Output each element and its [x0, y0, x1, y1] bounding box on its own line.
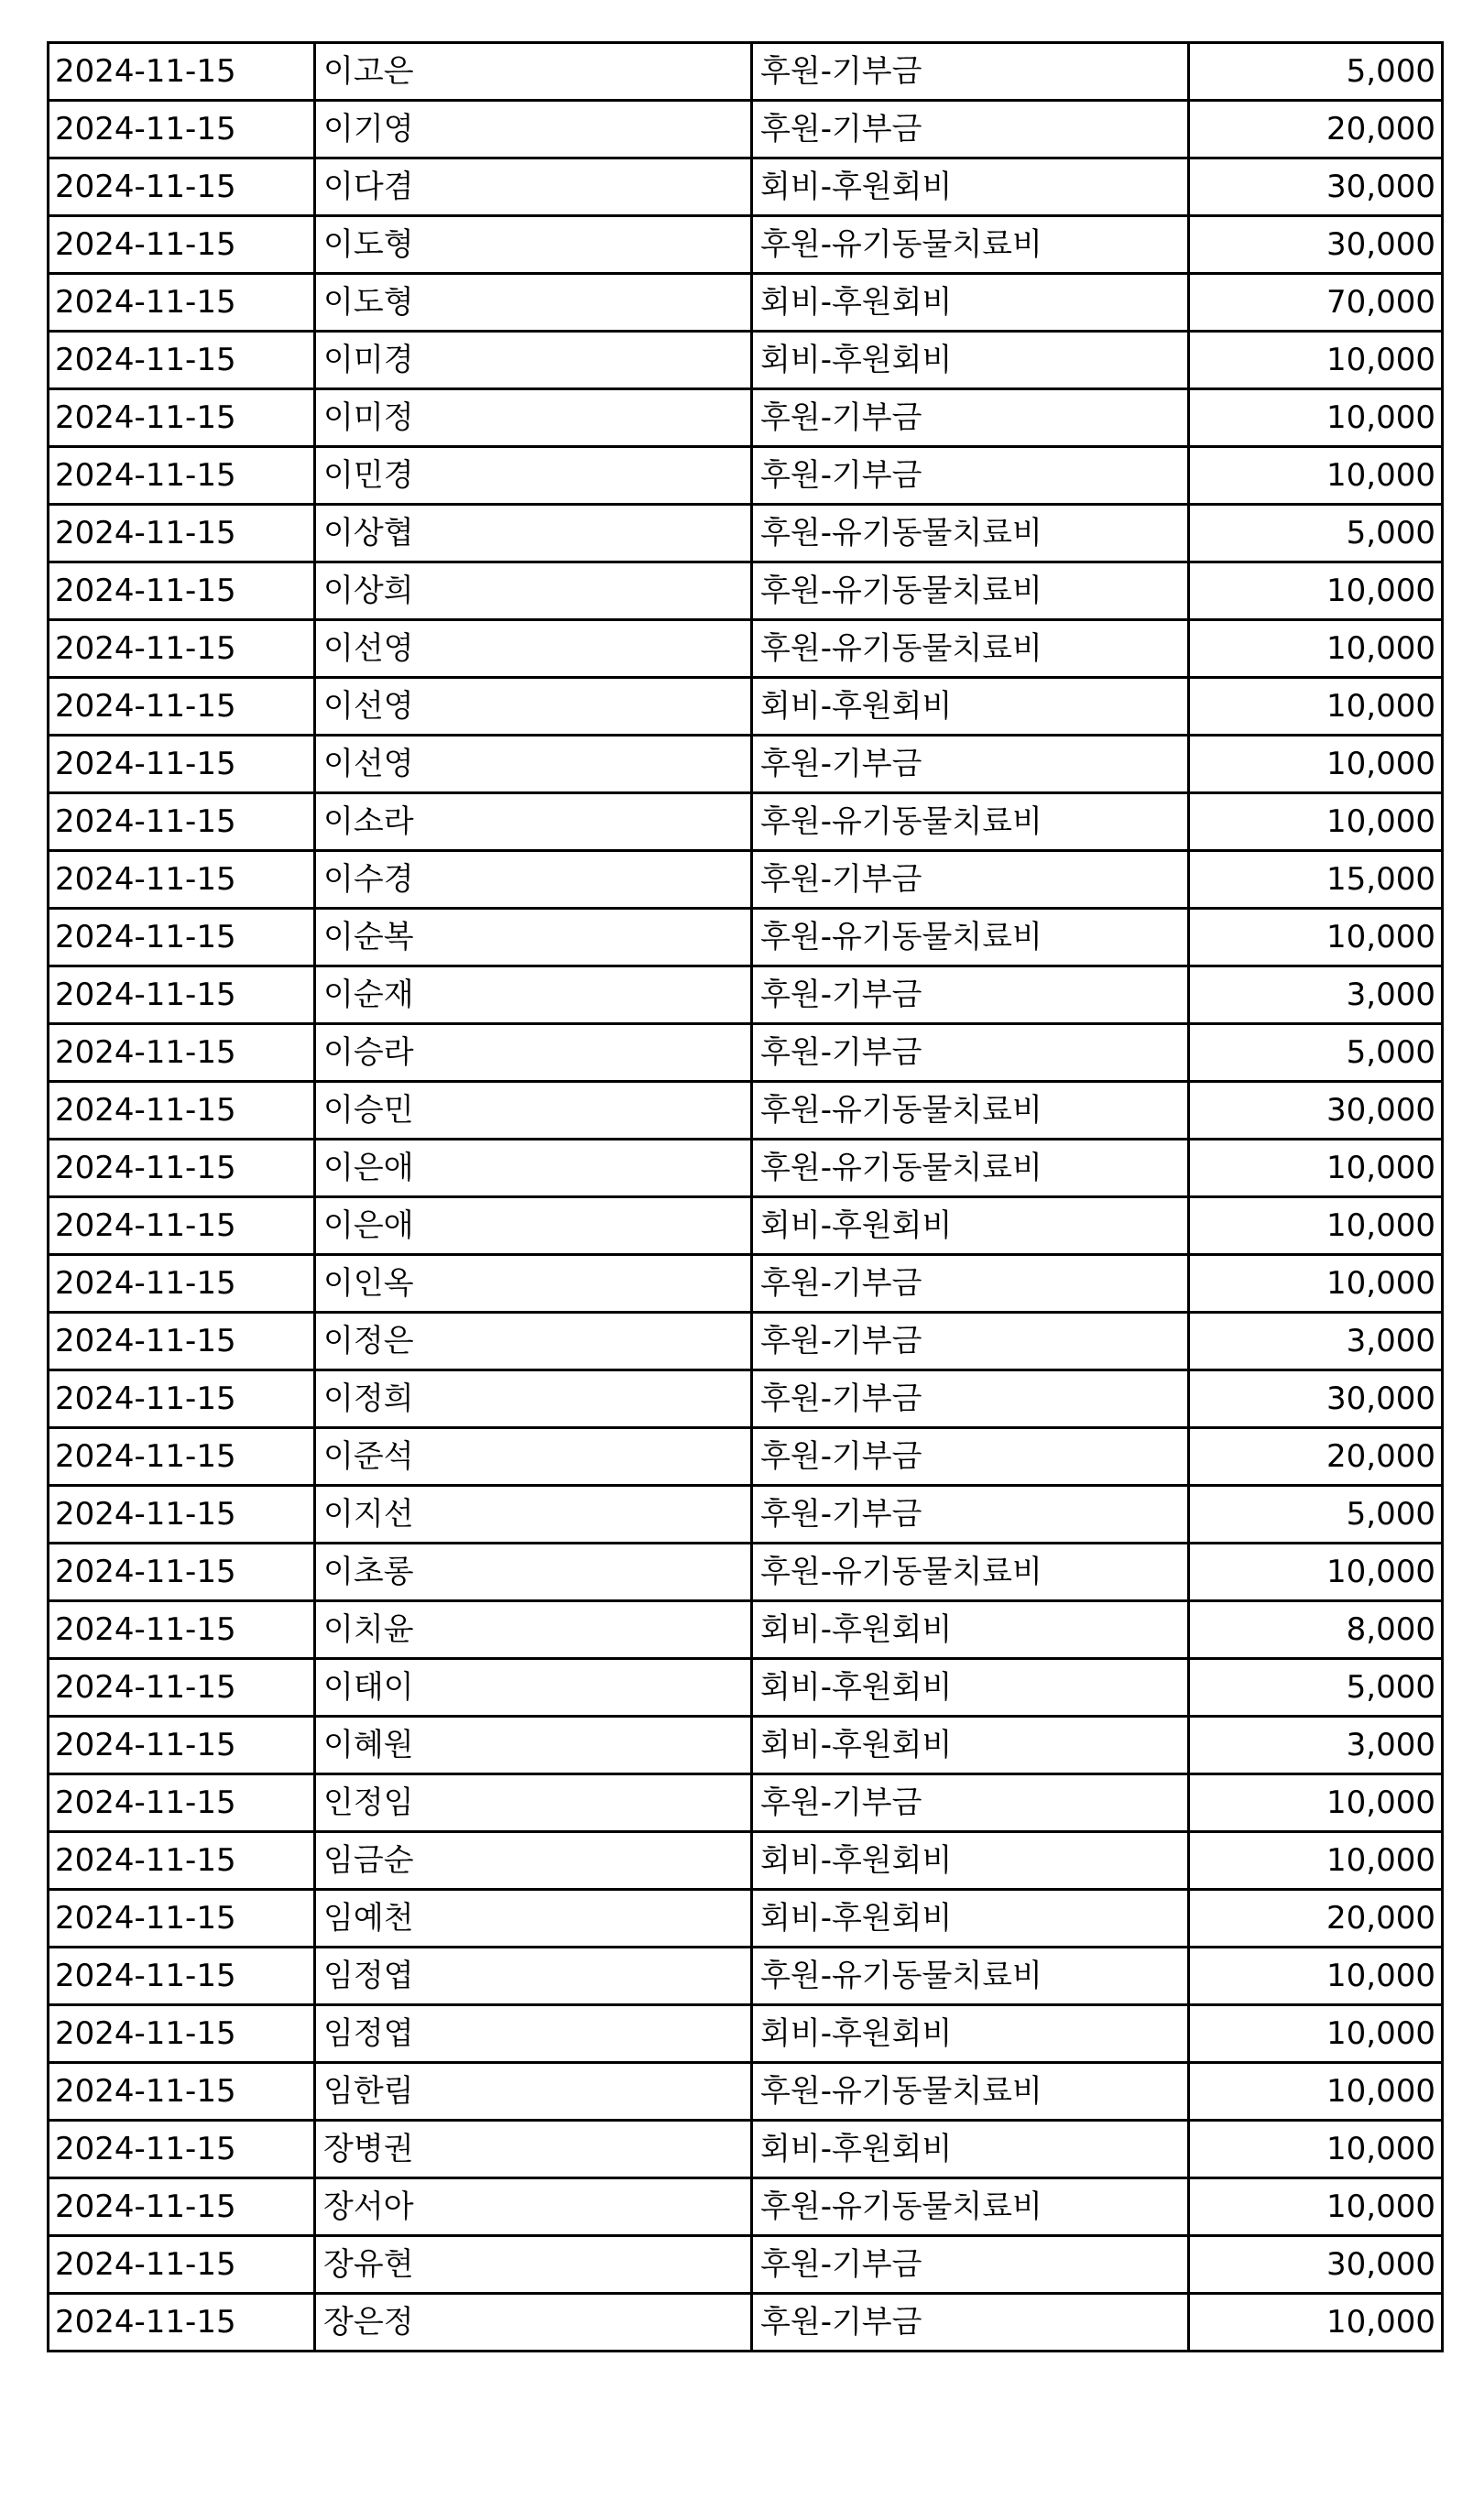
date-cell: 2024-11-15 [49, 2063, 315, 2121]
amount-cell: 5,000 [1189, 1486, 1443, 1544]
donor-name-cell: 이소라 [315, 793, 752, 851]
amount-cell: 5,000 [1189, 43, 1443, 101]
date-cell: 2024-11-15 [49, 1255, 315, 1313]
date-cell: 2024-11-15 [49, 1197, 315, 1255]
category-cell: 후원-기부금 [752, 2294, 1189, 2352]
donor-name-cell: 이지선 [315, 1486, 752, 1544]
donor-name-cell: 이은애 [315, 1197, 752, 1255]
table-row [49, 909, 1443, 966]
table-row [49, 332, 1443, 389]
table-row [49, 1659, 1443, 1717]
amount-cell: 30,000 [1189, 1370, 1443, 1428]
donor-name-cell: 이인옥 [315, 1255, 752, 1313]
donor-name-cell: 장서아 [315, 2178, 752, 2236]
date-cell: 2024-11-15 [49, 1948, 315, 2005]
table-row [49, 505, 1443, 562]
donor-name-cell: 이상협 [315, 505, 752, 562]
date-cell: 2024-11-15 [49, 2005, 315, 2063]
date-cell: 2024-11-15 [49, 793, 315, 851]
table-row [49, 389, 1443, 447]
donor-name-cell: 이순재 [315, 966, 752, 1024]
amount-cell: 10,000 [1189, 793, 1443, 851]
amount-cell: 8,000 [1189, 1601, 1443, 1659]
date-cell: 2024-11-15 [49, 1890, 315, 1948]
donor-name-cell: 이준석 [315, 1428, 752, 1486]
category-cell: 후원-유기동물치료비 [752, 1948, 1189, 2005]
amount-cell: 5,000 [1189, 1024, 1443, 1082]
category-cell: 후원-유기동물치료비 [752, 505, 1189, 562]
category-cell: 후원-기부금 [752, 1428, 1189, 1486]
date-cell: 2024-11-15 [49, 562, 315, 620]
category-cell: 회비-후원회비 [752, 332, 1189, 389]
donor-name-cell: 임정엽 [315, 1948, 752, 2005]
category-cell: 후원-유기동물치료비 [752, 793, 1189, 851]
date-cell: 2024-11-15 [49, 1428, 315, 1486]
date-cell: 2024-11-15 [49, 1544, 315, 1601]
category-cell: 후원-유기동물치료비 [752, 620, 1189, 678]
amount-cell: 10,000 [1189, 736, 1443, 793]
table-row [49, 1313, 1443, 1370]
donor-name-cell: 장은정 [315, 2294, 752, 2352]
table-row [49, 1024, 1443, 1082]
amount-cell: 10,000 [1189, 1197, 1443, 1255]
donor-name-cell: 임정엽 [315, 2005, 752, 2063]
table-row [49, 2178, 1443, 2236]
table-row [49, 1774, 1443, 1832]
category-cell: 회비-후원회비 [752, 158, 1189, 216]
amount-cell: 10,000 [1189, 678, 1443, 736]
category-cell: 회비-후원회비 [752, 1197, 1189, 1255]
category-cell: 회비-후원회비 [752, 2121, 1189, 2178]
amount-cell: 5,000 [1189, 505, 1443, 562]
date-cell: 2024-11-15 [49, 966, 315, 1024]
table-row [49, 1255, 1443, 1313]
amount-cell: 20,000 [1189, 1428, 1443, 1486]
table-row [49, 2236, 1443, 2294]
table-row [49, 2121, 1443, 2178]
amount-cell: 10,000 [1189, 909, 1443, 966]
category-cell: 후원-기부금 [752, 1024, 1189, 1082]
date-cell: 2024-11-15 [49, 678, 315, 736]
date-cell: 2024-11-15 [49, 1082, 315, 1140]
table-row [49, 678, 1443, 736]
donor-name-cell: 이정은 [315, 1313, 752, 1370]
amount-cell: 10,000 [1189, 389, 1443, 447]
category-cell: 후원-유기동물치료비 [752, 2063, 1189, 2121]
amount-cell: 10,000 [1189, 1140, 1443, 1197]
category-cell: 회비-후원회비 [752, 1659, 1189, 1717]
category-cell: 후원-기부금 [752, 736, 1189, 793]
donor-name-cell: 이혜원 [315, 1717, 752, 1774]
donor-name-cell: 이승라 [315, 1024, 752, 1082]
donor-name-cell: 이태이 [315, 1659, 752, 1717]
category-cell: 후원-기부금 [752, 1370, 1189, 1428]
table-row [49, 2005, 1443, 2063]
category-cell: 후원-유기동물치료비 [752, 562, 1189, 620]
amount-cell: 20,000 [1189, 101, 1443, 158]
category-cell: 후원-유기동물치료비 [752, 216, 1189, 274]
table-row [49, 274, 1443, 332]
amount-cell: 10,000 [1189, 2121, 1443, 2178]
date-cell: 2024-11-15 [49, 43, 315, 101]
table-row [49, 216, 1443, 274]
amount-cell: 10,000 [1189, 1832, 1443, 1890]
donor-name-cell: 이정희 [315, 1370, 752, 1428]
table-row [49, 1717, 1443, 1774]
category-cell: 후원-유기동물치료비 [752, 1544, 1189, 1601]
category-cell: 후원-기부금 [752, 1486, 1189, 1544]
amount-cell: 5,000 [1189, 1659, 1443, 1717]
amount-cell: 70,000 [1189, 274, 1443, 332]
date-cell: 2024-11-15 [49, 505, 315, 562]
donor-name-cell: 이승민 [315, 1082, 752, 1140]
amount-cell: 10,000 [1189, 2005, 1443, 2063]
table-row [49, 2294, 1443, 2352]
date-cell: 2024-11-15 [49, 1313, 315, 1370]
date-cell: 2024-11-15 [49, 1024, 315, 1082]
donor-name-cell: 이미경 [315, 332, 752, 389]
date-cell: 2024-11-15 [49, 101, 315, 158]
donor-name-cell: 임예천 [315, 1890, 752, 1948]
date-cell: 2024-11-15 [49, 851, 315, 909]
donor-name-cell: 임한림 [315, 2063, 752, 2121]
amount-cell: 10,000 [1189, 447, 1443, 505]
date-cell: 2024-11-15 [49, 1486, 315, 1544]
amount-cell: 10,000 [1189, 1255, 1443, 1313]
category-cell: 후원-기부금 [752, 101, 1189, 158]
date-cell: 2024-11-15 [49, 332, 315, 389]
donor-name-cell: 이초롱 [315, 1544, 752, 1601]
category-cell: 회비-후원회비 [752, 274, 1189, 332]
date-cell: 2024-11-15 [49, 620, 315, 678]
category-cell: 후원-기부금 [752, 966, 1189, 1024]
donor-name-cell: 이다겸 [315, 158, 752, 216]
table-row [49, 1948, 1443, 2005]
category-cell: 후원-유기동물치료비 [752, 1082, 1189, 1140]
donor-name-cell: 인정임 [315, 1774, 752, 1832]
date-cell: 2024-11-15 [49, 2294, 315, 2352]
donor-name-cell: 이고은 [315, 43, 752, 101]
table-row [49, 43, 1443, 101]
date-cell: 2024-11-15 [49, 1774, 315, 1832]
amount-cell: 10,000 [1189, 332, 1443, 389]
donor-name-cell: 이선영 [315, 736, 752, 793]
category-cell: 후원-유기동물치료비 [752, 2178, 1189, 2236]
category-cell: 후원-기부금 [752, 1313, 1189, 1370]
table-row [49, 620, 1443, 678]
date-cell: 2024-11-15 [49, 1659, 315, 1717]
category-cell: 후원-기부금 [752, 43, 1189, 101]
table-row [49, 851, 1443, 909]
amount-cell: 3,000 [1189, 1717, 1443, 1774]
date-cell: 2024-11-15 [49, 1717, 315, 1774]
table-row [49, 1082, 1443, 1140]
amount-cell: 30,000 [1189, 216, 1443, 274]
date-cell: 2024-11-15 [49, 158, 315, 216]
category-cell: 후원-기부금 [752, 1774, 1189, 1832]
table-row [49, 966, 1443, 1024]
donor-name-cell: 이도형 [315, 274, 752, 332]
table-row [49, 1890, 1443, 1948]
amount-cell: 10,000 [1189, 2178, 1443, 2236]
table-row [49, 1832, 1443, 1890]
donor-name-cell: 장병권 [315, 2121, 752, 2178]
amount-cell: 10,000 [1189, 2063, 1443, 2121]
amount-cell: 10,000 [1189, 1948, 1443, 2005]
ledger-body [49, 43, 1443, 2352]
category-cell: 회비-후원회비 [752, 1717, 1189, 1774]
donor-name-cell: 이민경 [315, 447, 752, 505]
date-cell: 2024-11-15 [49, 447, 315, 505]
table-row [49, 1486, 1443, 1544]
date-cell: 2024-11-15 [49, 2178, 315, 2236]
date-cell: 2024-11-15 [49, 389, 315, 447]
table-row [49, 447, 1443, 505]
category-cell: 회비-후원회비 [752, 2005, 1189, 2063]
amount-cell: 10,000 [1189, 2294, 1443, 2352]
date-cell: 2024-11-15 [49, 2236, 315, 2294]
category-cell: 후원-기부금 [752, 1255, 1189, 1313]
table-row [49, 1544, 1443, 1601]
table-row [49, 1428, 1443, 1486]
amount-cell: 10,000 [1189, 1544, 1443, 1601]
amount-cell: 10,000 [1189, 1774, 1443, 1832]
category-cell: 회비-후원회비 [752, 1832, 1189, 1890]
category-cell: 후원-유기동물치료비 [752, 909, 1189, 966]
amount-cell: 10,000 [1189, 620, 1443, 678]
category-cell: 회비-후원회비 [752, 678, 1189, 736]
table-row [49, 2063, 1443, 2121]
table-row [49, 562, 1443, 620]
donor-name-cell: 장유현 [315, 2236, 752, 2294]
donor-name-cell: 이치윤 [315, 1601, 752, 1659]
category-cell: 후원-기부금 [752, 851, 1189, 909]
date-cell: 2024-11-15 [49, 1601, 315, 1659]
donor-name-cell: 이순복 [315, 909, 752, 966]
table-row [49, 1601, 1443, 1659]
amount-cell: 30,000 [1189, 2236, 1443, 2294]
donor-name-cell: 이도형 [315, 216, 752, 274]
amount-cell: 3,000 [1189, 1313, 1443, 1370]
table-row [49, 736, 1443, 793]
donor-name-cell: 이선영 [315, 620, 752, 678]
category-cell: 회비-후원회비 [752, 1890, 1189, 1948]
donor-name-cell: 이수경 [315, 851, 752, 909]
amount-cell: 20,000 [1189, 1890, 1443, 1948]
amount-cell: 30,000 [1189, 1082, 1443, 1140]
table-row [49, 1370, 1443, 1428]
table-row [49, 1197, 1443, 1255]
date-cell: 2024-11-15 [49, 1832, 315, 1890]
amount-cell: 15,000 [1189, 851, 1443, 909]
donation-ledger-table [47, 41, 1444, 2352]
date-cell: 2024-11-15 [49, 2121, 315, 2178]
table-row [49, 158, 1443, 216]
category-cell: 후원-기부금 [752, 2236, 1189, 2294]
donor-name-cell: 임금순 [315, 1832, 752, 1890]
date-cell: 2024-11-15 [49, 736, 315, 793]
donor-name-cell: 이미정 [315, 389, 752, 447]
category-cell: 후원-유기동물치료비 [752, 1140, 1189, 1197]
date-cell: 2024-11-15 [49, 1140, 315, 1197]
amount-cell: 30,000 [1189, 158, 1443, 216]
category-cell: 회비-후원회비 [752, 1601, 1189, 1659]
table-row [49, 101, 1443, 158]
donor-name-cell: 이상희 [315, 562, 752, 620]
amount-cell: 3,000 [1189, 966, 1443, 1024]
table-row [49, 1140, 1443, 1197]
table-row [49, 793, 1443, 851]
donor-name-cell: 이기영 [315, 101, 752, 158]
date-cell: 2024-11-15 [49, 1370, 315, 1428]
date-cell: 2024-11-15 [49, 909, 315, 966]
donor-name-cell: 이은애 [315, 1140, 752, 1197]
amount-cell: 10,000 [1189, 562, 1443, 620]
category-cell: 후원-기부금 [752, 447, 1189, 505]
date-cell: 2024-11-15 [49, 216, 315, 274]
date-cell: 2024-11-15 [49, 274, 315, 332]
category-cell: 후원-기부금 [752, 389, 1189, 447]
donor-name-cell: 이선영 [315, 678, 752, 736]
